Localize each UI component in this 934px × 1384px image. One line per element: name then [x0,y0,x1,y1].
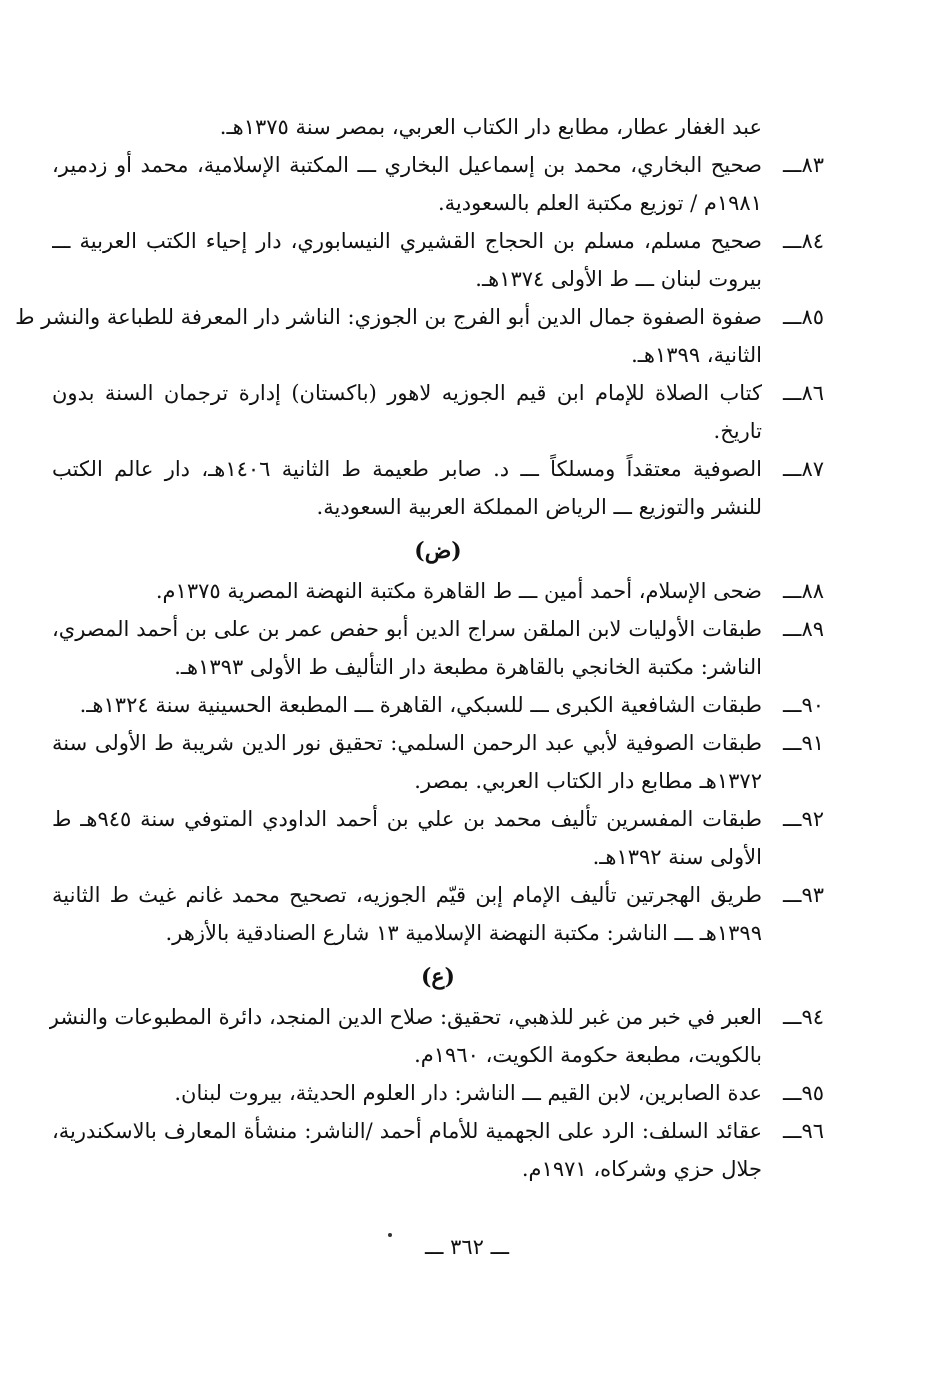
entry-text [52,804,762,872]
entry-text [52,576,762,606]
entry-line: عدة الصابرين، لابن القيم ـــ الناشر: دار العلوم الحديثة، بيروت لبنان. [174,1081,762,1105]
entry-number: ٨٥ـــ [782,305,824,329]
bibliography-entry [52,728,824,796]
entry-line: تاريخ. [713,419,762,443]
bibliography-entry [52,1116,824,1184]
bibliography-page [15,112,824,1184]
section-heading: (ع) [421,964,455,990]
bibliography-entry [48,1002,824,1070]
entry-line: الثانية، ١٣٩٩هـ. [631,343,762,367]
continued-entry-line: عبد الغفار عطار، مطابع دار الكتاب العربي، بمصر سنة ١٣٧٥هـ. [219,115,762,139]
entry-text [52,454,762,522]
entry-line: العبر في خبر من غبر للذهبي، تحقيق: صلاح الدين المنجد، دائرة المطبوعات والنشر [48,1005,762,1029]
entry-number: ٩٢ـــ [782,807,824,831]
entry-line: بالكويت، مطبعة حكومة الكويت، ١٩٦٠م. [414,1043,762,1067]
bibliography-entry [52,576,824,606]
entry-line: الناشر: مكتبة الخانجي بالقاهرة مطبعة دار التأليف ط الأولى ١٣٩٣هـ. [174,655,762,679]
entry-line: عقائد السلف: الرد على الجهمية للأمام أحمد /الناشر: منشأة المعارف بالاسكندرية، [52,1119,762,1143]
entry-number: ٨٩ـــ [782,617,824,641]
entry-line: صحيح مسلم، مسلم بن الحجاج القشيري النيسابوري، دار إحياء الكتب العربية ـــ [52,229,762,253]
entry-number: ٩٣ـــ [782,883,824,907]
entry-line: كتاب الصلاة للإمام ابن قيم الجوزيه لاهور (باكستان) إدارة ترجمان السنة بدون [52,381,762,405]
bibliography-entry [15,302,824,370]
entry-line: صفوة الصفوة جمال الدين أبو الفرج بن الجوزي: الناشر دار المعرفة للطباعة والنشر ط [15,305,762,329]
entry-line: ١٩٨١م / توزيع مكتبة العلم بالسعودية. [438,191,762,215]
entry-number: ٨٦ـــ [782,381,824,405]
bibliography-entry [52,1078,824,1108]
entry-text [52,1116,762,1184]
entry-line: ١٣٧٢هـ مطابع دار الكتاب العربي. بمصر. [414,769,762,793]
page-number: ـــ ٣٦٢ ـــ [424,1235,510,1259]
bibliography-entry [52,454,824,522]
entry-number: ٩٠ـــ [782,693,824,717]
bibliography-entry [52,378,824,446]
bibliography-entry [52,690,824,720]
entry-line: طبقات الشافعية الكبرى ـــ للسبكي، القاهرة ـــ المطبعة الحسينية سنة ١٣٢٤هـ. [79,693,762,717]
entry-number: ٨٧ـــ [782,457,824,481]
entry-number: ٨٤ـــ [782,229,824,253]
bibliography-entry [52,150,824,218]
entry-line: طريق الهجرتين تأليف الإمام إبن قيّم الجوزيه، تصحيح محمد غانم غيث ط الثانية [52,883,762,907]
entry-line: الصوفية معتقداً ومسلكاً ـــ د. صابر طعيمة ط الثانية ١٤٠٦هـ، دار عالم الكتب [52,457,762,481]
entry-number: ٨٨ـــ [782,579,824,603]
bibliography-entry [52,226,824,294]
entry-text [52,1078,762,1108]
entry-text [52,614,762,682]
entry-number: ٩٤ـــ [782,1005,824,1029]
bibliography-list [15,150,824,1184]
entry-line: طبقات الصوفية لأبي عبد الرحمن السلمي: تحقيق نور الدين شريبة ط الأولى سنة [52,731,762,755]
entry-text [52,150,762,218]
entry-number: ٩٥ـــ [782,1081,824,1105]
entry-line: ضحى الإسلام، أحمد أمين ـــ ط القاهرة مكتبة النهضة المصرية ١٣٧٥م. [155,579,762,603]
entry-line: للنشر والتوزيع ـــ الرياض المملكة العربية السعودية. [316,495,762,519]
entry-line: الأولى سنة ١٣٩٢هـ. [592,845,762,869]
entry-text [52,690,762,720]
entry-text [52,378,762,446]
entry-text [49,1002,762,1070]
entry-text [52,226,762,294]
entry-line: طبقات الأوليات لابن الملقن سراج الدين أبو حفص عمر بن على بن أحمد المصري، [52,617,762,641]
bibliography-entry [52,614,824,682]
section-heading: (ض) [414,538,462,564]
entry-line: جلال حزي وشركاه، ١٩٧١م. [521,1157,762,1181]
entry-number: ٩١ـــ [782,731,824,755]
entry-text [52,728,762,796]
entry-number: ٩٦ـــ [782,1119,824,1143]
entry-line: ١٣٩٩هـ ـــ الناشر: مكتبة النهضة الإسلامية ١٣ شارع الصنادقية بالأزهر. [165,921,762,945]
entry-text [15,302,762,370]
entry-line: طبقات المفسرين تأليف محمد بن علي بن أحمد الداودي المتوفي سنة ٩٤٥هـ ط [52,807,762,831]
bibliography-entry [52,880,824,948]
entry-text [52,880,762,948]
bibliography-entry [52,804,824,872]
entry-number: ٨٣ـــ [782,153,824,177]
entry-line: بيروت لبنان ـــ ط الأولى ١٣٧٤هـ. [475,267,762,291]
entry-line: صحيح البخاري، محمد بن إسماعيل البخاري ـــ المكتبة الإسلامية، محمد أو زدمير، [52,153,762,177]
